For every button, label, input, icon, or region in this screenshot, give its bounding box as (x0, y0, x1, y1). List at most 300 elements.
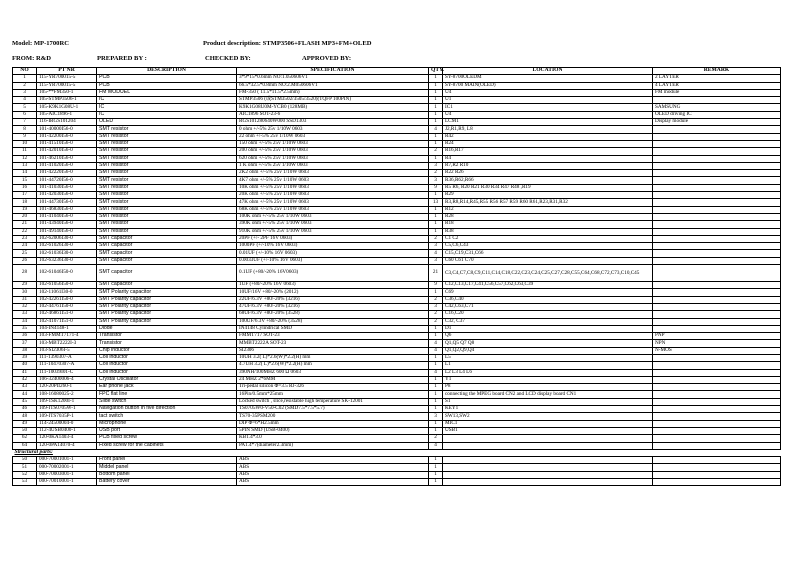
row-part-number: 102-44761I50-0 (37, 303, 97, 310)
row-qty: 1 (429, 325, 443, 332)
row-no: 34 (13, 318, 37, 325)
row-no: 51 (13, 464, 37, 471)
row-location: C12,C13,C17,C41,C56,C57,C62,C63,C39 (443, 282, 653, 289)
row-specification: 5PIN SMD (USB-0400) (237, 427, 429, 434)
row-no: 13 (13, 162, 37, 169)
row-part-number: 101-41510I56-0 (37, 140, 97, 147)
row-location (443, 471, 653, 478)
row-remark (653, 282, 781, 289)
row-part-number: 101-44720I56-0 (37, 177, 97, 184)
row-specification: ABS (237, 457, 429, 464)
row-description: SMT resistor (97, 126, 237, 133)
row-specification: 68UF/6.3V +80/-20% (3528) (237, 311, 429, 318)
table-row (13, 75, 781, 82)
row-location: Q1,Q5 Q7 Q8 (443, 340, 653, 347)
row-remark: N-MOS (653, 347, 781, 354)
product-line (203, 40, 372, 47)
row-qty: 9 (429, 282, 443, 289)
row-description: PCB fixed screw (97, 435, 237, 442)
row-part-number: 103-SI2306I-5 (37, 347, 97, 354)
row-location (443, 457, 653, 464)
row-qty: 3 (429, 243, 443, 250)
row-part-number: 115-YR700015-5 (37, 75, 97, 82)
row-remark (653, 243, 781, 250)
row-specification: K9K1G08U0M-YCB0 (128MB) (237, 104, 429, 111)
column-header-specification: SPECIFICATION (237, 68, 429, 75)
row-part-number: 000-70002001-1 (37, 464, 97, 471)
row-description: Crystal Oscillator (97, 376, 237, 383)
row-remark: FM module (653, 89, 781, 96)
row-qty: 3 (429, 257, 443, 264)
row-remark (653, 155, 781, 162)
row-qty: 1 (429, 420, 443, 427)
row-specification: MMBT2222A SOT-23 (237, 340, 429, 347)
row-qty: 1 (429, 289, 443, 296)
row-no: 10 (13, 140, 37, 147)
row-qty: 1 (429, 155, 443, 162)
row-description: FPC flat line (97, 391, 237, 398)
row-remark (653, 406, 781, 413)
row-remark (653, 250, 781, 257)
row-no: 1 (13, 75, 37, 82)
row-specification: 100UF/6.3V +80/-20% (3528) (237, 318, 429, 325)
row-specification: 390NH/100MHZ 600 Ω 0603 (237, 369, 429, 376)
row-description: SMT resistor (97, 206, 237, 213)
row-description: Bottom panel (97, 471, 237, 478)
row-specification: 47UF/6.3V +80/-20% (3216) (237, 303, 429, 310)
row-qty: 1 (429, 362, 443, 369)
table-row (13, 265, 781, 282)
row-description: Slide switch (97, 398, 237, 405)
row-no: 22 (13, 228, 37, 235)
row-qty: 1 (429, 376, 443, 383)
row-location: LCM1 (443, 119, 653, 126)
table-row (13, 384, 781, 391)
row-remark (653, 442, 781, 449)
row-part-number: 000-70010001-1 (37, 479, 97, 486)
row-description: Navigation button in five direction (97, 406, 237, 413)
row-description: SMT capacitor (97, 282, 237, 289)
row-location: L1 (443, 362, 653, 369)
row-specification: PA1.4*7(diameter2.3mm) (237, 442, 429, 449)
row-location: Y1 (443, 376, 653, 383)
row-description: OLED (97, 119, 237, 126)
row-remark (653, 177, 781, 184)
row-part-number: 101-41040I56-0 (37, 213, 97, 220)
row-remark (653, 384, 781, 391)
row-specification: 10K ohm +/-5% 25v 1/10W 0603 (237, 184, 429, 191)
row-remark (653, 303, 781, 310)
row-remark (653, 170, 781, 177)
row-location: C69 (443, 289, 653, 296)
row-specification: 66.5*32.5*0.8mm NO:2.M050606V1 (237, 82, 429, 89)
model-label: Model: (12, 40, 33, 47)
row-specification: 0 ohm +/-5% 25v 1/10W 0603 (237, 126, 429, 133)
from-value: R&D (36, 55, 52, 62)
row-remark (653, 140, 781, 147)
row-no: 20 (13, 213, 37, 220)
row-specification: TS70-35PSM200 (237, 413, 429, 420)
row-location (443, 479, 653, 486)
row-part-number: 108-16080025-2 (37, 391, 97, 398)
row-location: SW13,SW2 (443, 413, 653, 420)
row-remark: 2 LAYTER (653, 75, 781, 82)
row-no: 8 (13, 126, 37, 133)
row-part-number: 115-YR700015-5 (37, 82, 97, 89)
row-specification: FM-350 ( 11.5*11.5*2.5mm) (237, 89, 429, 96)
row-qty: 9 (429, 184, 443, 191)
row-specification: 2K2 ohm +/-5% 25v 1/10W 0603 (237, 170, 429, 177)
table-row (13, 289, 781, 296)
row-description: Diode (97, 325, 237, 332)
row-part-number: 102-61036I30-0 (37, 250, 97, 257)
row-description: tact switch (97, 413, 237, 420)
row-remark (653, 311, 781, 318)
row-qty: 1 (429, 111, 443, 118)
row-no: 4 (13, 97, 37, 104)
row-specification: ABS (237, 479, 429, 486)
row-location: SY-8700OLEDM (443, 75, 653, 82)
row-part-number: 102-61046I50-0 (37, 265, 97, 282)
row-location: C3,C4,C7,C8,C9,C11,C14,C18,C22,C23,C24,C25,C27,C28,C55,C64,C68,C72,C73,C10,C45 (443, 265, 653, 282)
row-qty: 2 (429, 311, 443, 318)
row-no: 31 (13, 296, 37, 303)
row-no: 15 (13, 177, 37, 184)
row-description: Middel panel (97, 464, 237, 471)
row-no: 25 (13, 250, 37, 257)
table-row (13, 442, 781, 449)
row-specification: 0.0033UF (+/-10% 16V 0603) (237, 257, 429, 264)
row-location: R5 R6, R20 R21 R30 R34 R47 R48 ,R19 (443, 184, 653, 191)
row-qty: 2 (429, 170, 443, 177)
row-part-number: 101-46210I56-0 (37, 155, 97, 162)
row-qty: 2 (429, 296, 443, 303)
row-description: SMT Polarity capacitor (97, 289, 237, 296)
row-specification: KB1.4*3.0 (237, 435, 429, 442)
row-remark (653, 126, 781, 133)
row-description: SMT capacitor (97, 243, 237, 250)
row-remark (653, 192, 781, 199)
row-part-number: 116-IRGS101204 (37, 119, 97, 126)
row-location: MIC1 (443, 420, 653, 427)
row-no: 7 (13, 119, 37, 126)
row-specification: 22UF/6.3V +80/-20% (3216) (237, 296, 429, 303)
row-description: SMT resistor (97, 148, 237, 155)
row-qty: 4 (429, 442, 443, 449)
row-specification: SI2306 (237, 347, 429, 354)
row-no: 43 (13, 384, 37, 391)
table-row (13, 362, 781, 369)
row-part-number: 106-32400006-4 (37, 376, 97, 383)
row-location: C16,C20 (443, 311, 653, 318)
structural-parts-heading-row (13, 449, 781, 456)
row-remark (653, 413, 781, 420)
row-description: SMT resistor (97, 199, 237, 206)
row-no: 32 (13, 303, 37, 310)
row-location: C1 C2 (443, 235, 653, 242)
row-remark (653, 479, 781, 486)
column-header-location: LOCATION (443, 68, 653, 75)
row-no: 29 (13, 282, 37, 289)
row-description: IC (97, 97, 237, 104)
approved-by: APPROVED BY: (302, 55, 352, 62)
row-qty: 1 (429, 140, 443, 147)
row-location: J2,R1,R9, L8 (443, 126, 653, 133)
row-description: Microphone (97, 420, 237, 427)
row-part-number: 101-43940I56-0 (37, 221, 97, 228)
row-description: SMT capacitor (97, 265, 237, 282)
row-qty: 1 (429, 391, 443, 398)
row-description: SMT capacitor (97, 235, 237, 242)
row-qty: 1 (429, 89, 443, 96)
row-specification: 1 K ohm +/-5% 25v 1/10W 0603 (237, 162, 429, 169)
row-no: 30 (13, 289, 37, 296)
row-part-number: 101-42030I56-0 (37, 192, 97, 199)
row-no: 11 (13, 148, 37, 155)
row-remark (653, 289, 781, 296)
row-specification: 620 ohm +/-5% 25v 1/10W 0603 (237, 155, 429, 162)
row-specification: 24 MHZ 2*6MM (237, 376, 429, 383)
row-no: 40 (13, 362, 37, 369)
row-part-number: 109-1SK1200I-1 (37, 398, 97, 405)
row-description: Transistor (97, 333, 237, 340)
from-label: FROM: (12, 55, 35, 62)
table-row (13, 457, 781, 464)
row-part-number: 102-63236I30-0 (37, 257, 97, 264)
row-description: PCB (97, 82, 237, 89)
row-part-number: 101-42220I56-0 (37, 170, 97, 177)
table-row (13, 97, 781, 104)
row-description: SMT resistor (97, 177, 237, 184)
row-location: C15,C19,C31,C66 (443, 250, 653, 257)
row-qty: 1 (429, 354, 443, 361)
row-qty: 3 (429, 162, 443, 169)
from-line (12, 55, 51, 62)
table-row (13, 391, 781, 398)
row-location: R16,R17 (443, 148, 653, 155)
row-qty: 1 (429, 119, 443, 126)
row-qty: 3 (429, 413, 443, 420)
row-remark: OLED driving IC (653, 111, 781, 118)
row-location: C36,C40 (443, 296, 653, 303)
row-specification: ABS (237, 471, 429, 478)
row-qty: 1 (429, 75, 443, 82)
row-remark (653, 362, 781, 369)
row-part-number: 101-44730I56-0 (37, 199, 97, 206)
row-part-number: 114-24500004-0 (37, 420, 97, 427)
row-part-number: 105-AIC1896-1 (37, 111, 97, 118)
row-no: 18 (13, 199, 37, 206)
row-no: 21 (13, 221, 37, 228)
row-qty: 2 (429, 148, 443, 155)
bom-table (12, 67, 781, 486)
row-description: SMT resistor (97, 184, 237, 191)
row-qty: 4 (429, 347, 443, 354)
row-qty: 1 (429, 457, 443, 464)
row-part-number: 102-42261I50-0 (37, 296, 97, 303)
row-specification: 10UH 3.2( L)*2.6(W)*2.2(H) mm (237, 354, 429, 361)
table-row (13, 243, 781, 250)
row-description: SMT capacitor (97, 257, 237, 264)
column-header-qty: QTY. (429, 68, 443, 75)
row-specification: 1UF (+80/-20% 16V 0603) (237, 282, 429, 289)
row-specification: ABS (237, 464, 429, 471)
row-description: SMT resistor (97, 170, 237, 177)
row-description: SMT resistor (97, 162, 237, 169)
row-qty: 4 (429, 250, 443, 257)
row-description: SMT resistor (97, 133, 237, 140)
row-qty: 1 (429, 464, 443, 471)
row-part-number: 104-IN4148-1 (37, 325, 97, 332)
row-description: SMT capacitor (97, 250, 237, 257)
row-part-number: 101-41030I56-0 (37, 184, 97, 191)
row-no: 14 (13, 170, 37, 177)
row-location: R22 R26 (443, 170, 653, 177)
row-qty: 4 (429, 340, 443, 347)
row-description: USB port (97, 427, 237, 434)
row-qty: 1 (429, 82, 443, 89)
row-remark (653, 221, 781, 228)
row-location: R38 (443, 228, 653, 235)
row-remark (653, 133, 781, 140)
row-qty: 1 (429, 398, 443, 405)
row-part-number: 102-11061I30-0 (37, 289, 97, 296)
row-no: 24 (13, 243, 37, 250)
row-specification: Tri-pedal silicon Φ=3.5 RJ-326 (237, 384, 429, 391)
table-row (13, 318, 781, 325)
row-part-number: 111-10470307-A (37, 362, 97, 369)
row-part-number: 101-42010I56-0 (37, 148, 97, 155)
row-description: Chip inductor (97, 347, 237, 354)
row-location: C32, C37 (443, 318, 653, 325)
row-qty: 21 (429, 265, 443, 282)
row-part-number: 101-41020I56-0 (37, 162, 97, 169)
row-part-number: 120-20PII260-1 (37, 384, 97, 391)
column-header-description: DESCRIPTION (97, 68, 237, 75)
row-specification: IN4148 Cylindrical SMD (237, 325, 429, 332)
row-location: S1 (443, 398, 653, 405)
row-part-number: 120-0KA1403-4 (37, 435, 97, 442)
row-no: 26 (13, 257, 37, 264)
row-description: IC (97, 111, 237, 118)
row-part-number: 101-46830I56-0 (37, 206, 97, 213)
row-location: U1 (443, 97, 653, 104)
table-row (13, 148, 781, 155)
row-part-number: 112-4USB0400-1 (37, 427, 97, 434)
model-value: MP-1700RC (33, 40, 69, 47)
row-description: SMT Polarity capacitor (97, 318, 237, 325)
row-part-number: 109-ITS0705W-1 (37, 406, 97, 413)
row-qty: 1 (429, 104, 443, 111)
structural-parts-label: Structural parts: (14, 449, 53, 456)
row-specification: 4K7 ohm +/-5% 25v 1/10W 0603 (237, 177, 429, 184)
row-description: SMT Polarity capacitor (97, 311, 237, 318)
table-row (13, 282, 781, 289)
row-remark (653, 206, 781, 213)
row-qty: 1 (429, 206, 443, 213)
row-remark (653, 325, 781, 332)
row-location: Q1,Q2,Q9,Q4 (443, 347, 653, 354)
row-no: 17 (13, 192, 37, 199)
row-remark: NPN (653, 340, 781, 347)
row-description: PCB (97, 75, 237, 82)
row-location: R4 (443, 155, 653, 162)
row-no: 53 (13, 479, 37, 486)
row-no: 49 (13, 420, 37, 427)
row-specification: TS0705W0-V50-C02 (SMD7.5*7.5*5.7) (237, 406, 429, 413)
row-specification: 47K ohm +/-5% 25v 1/10W 0603 (237, 199, 429, 206)
row-qty: 2 (429, 435, 443, 442)
table-row (13, 119, 781, 126)
row-qty: 3 (429, 303, 443, 310)
row-remark (653, 296, 781, 303)
row-location: USB1 (443, 427, 653, 434)
table-row (13, 89, 781, 96)
table-row (13, 413, 781, 420)
row-specification: 390K ohm +/-5% 25v 1/10W 0603 (237, 221, 429, 228)
row-no: 37 (13, 340, 37, 347)
row-location (443, 442, 653, 449)
row-no: 9 (13, 133, 37, 140)
row-description: FM MODUEL (97, 89, 237, 96)
row-description: Coil inductor (97, 369, 237, 376)
row-specification: Locked switch , slice,resistable high temperature SK-12001 (237, 398, 429, 405)
row-specification: 4.7UH 3.2( L)*2.6(W)*2.2(H) mm (237, 362, 429, 369)
row-location: C60 C61 C70 (443, 257, 653, 264)
row-part-number: 102-41071I51-0 (37, 318, 97, 325)
row-part-number: 109-ITS7035P-1 (37, 413, 97, 420)
row-specification: STMP3506 (或STM3502/3505/3520)(TQFP 100PIN) (237, 97, 429, 104)
row-qty: 1 (429, 133, 443, 140)
prepared-by: PREPARED BY : (97, 55, 147, 62)
row-remark (653, 318, 781, 325)
row-description: SMT resistor (97, 140, 237, 147)
row-remark (653, 97, 781, 104)
product-label: Product description: (203, 40, 261, 47)
row-part-number: 101-42200I56-0 (37, 133, 97, 140)
table-row (13, 325, 781, 332)
row-no: 44 (13, 391, 37, 398)
row-no: 62 (13, 435, 37, 442)
row-location: R18 (443, 221, 653, 228)
row-qty: 1 (429, 406, 443, 413)
row-qty: 1 (429, 427, 443, 434)
row-specification: 200 ohm +/-5% 25v 1/10W 0603 (237, 148, 429, 155)
row-remark: 4 LAYTER (653, 82, 781, 89)
row-qty: 1 (429, 471, 443, 478)
row-remark (653, 257, 781, 264)
table-row (13, 311, 781, 318)
table-row (13, 479, 781, 486)
table-row (13, 333, 781, 340)
row-location: L2 L3 L4 L6 (443, 369, 653, 376)
row-specification: 3*9*15*0.6mm NO:1.050606V1 (237, 75, 429, 82)
row-qty: 2 (429, 235, 443, 242)
row-no: 41 (13, 369, 37, 376)
row-description: SMT resistor (97, 213, 237, 220)
row-description: SMT Polarity capacitor (97, 296, 237, 303)
row-remark (653, 228, 781, 235)
row-remark (653, 420, 781, 427)
row-specification: RGS101280640W000 SSD1303 (237, 119, 429, 126)
row-qty: 4 (429, 126, 443, 133)
row-location: D1 (443, 325, 653, 332)
row-description: Transistor (97, 340, 237, 347)
table-row (13, 406, 781, 413)
table-row (13, 420, 781, 427)
row-specification: 20PF (+/- 2PF 16V 0603) (237, 235, 429, 242)
row-qty: 1 (429, 333, 443, 340)
